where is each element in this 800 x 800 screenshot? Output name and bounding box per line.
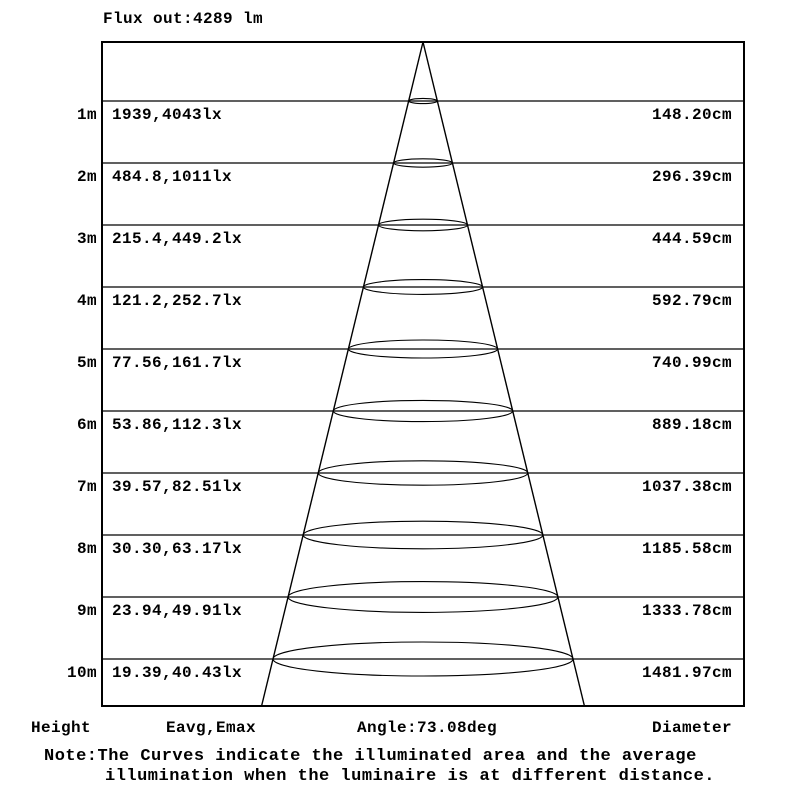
diameter-value: 889.18cm: [651, 416, 732, 434]
illuminance-value: 121.2,252.7lx: [112, 292, 243, 310]
note-line-1: Note:The Curves indicate the illuminated area and the average: [44, 747, 697, 766]
beam-cone-right-edge: [423, 42, 584, 706]
height-label: 6m: [76, 416, 97, 434]
footer-beam-angle-label: Angle:73.08deg: [357, 719, 498, 737]
illuminance-value: 77.56,161.7lx: [112, 354, 243, 372]
height-label: 9m: [76, 602, 97, 620]
diameter-value: 1481.97cm: [641, 664, 732, 682]
height-label: 2m: [76, 168, 97, 186]
beam-cone-left-edge: [262, 42, 423, 706]
illuminance-value: 53.86,112.3lx: [112, 416, 243, 434]
diameter-value: 1185.58cm: [641, 540, 732, 558]
illuminance-value: 39.57,82.51lx: [112, 478, 243, 496]
height-label: 8m: [76, 540, 97, 558]
height-label: 7m: [76, 478, 97, 496]
footer-eavg-emax-label: Eavg,Emax: [166, 719, 257, 737]
illuminance-value: 30.30,63.17lx: [112, 540, 243, 558]
diameter-value: 1037.38cm: [641, 478, 732, 496]
illuminance-value: 484.8,1011lx: [112, 168, 233, 186]
height-label: 3m: [76, 230, 97, 248]
height-label: 4m: [76, 292, 97, 310]
height-label: 10m: [66, 664, 97, 682]
illuminance-value: 215.4,449.2lx: [112, 230, 243, 248]
footer-height-label: Height: [31, 719, 92, 737]
footer-diameter-label: Diameter: [651, 719, 732, 737]
flux-output-label: Flux out:4289 lm: [103, 10, 264, 28]
diameter-value: 296.39cm: [651, 168, 732, 186]
diameter-value: 1333.78cm: [641, 602, 732, 620]
diameter-value: 444.59cm: [651, 230, 732, 248]
diameter-value: 740.99cm: [651, 354, 732, 372]
illuminance-value: 19.39,40.43lx: [112, 664, 243, 682]
diameter-value: 148.20cm: [651, 106, 732, 124]
diameter-value: 592.79cm: [651, 292, 732, 310]
illuminance-value: 1939,4043lx: [112, 106, 223, 124]
height-label: 5m: [76, 354, 97, 372]
illuminance-value: 23.94,49.91lx: [112, 602, 243, 620]
height-label: 1m: [76, 106, 97, 124]
note-line-2: illumination when the luminaire is at different distance.: [105, 767, 715, 786]
